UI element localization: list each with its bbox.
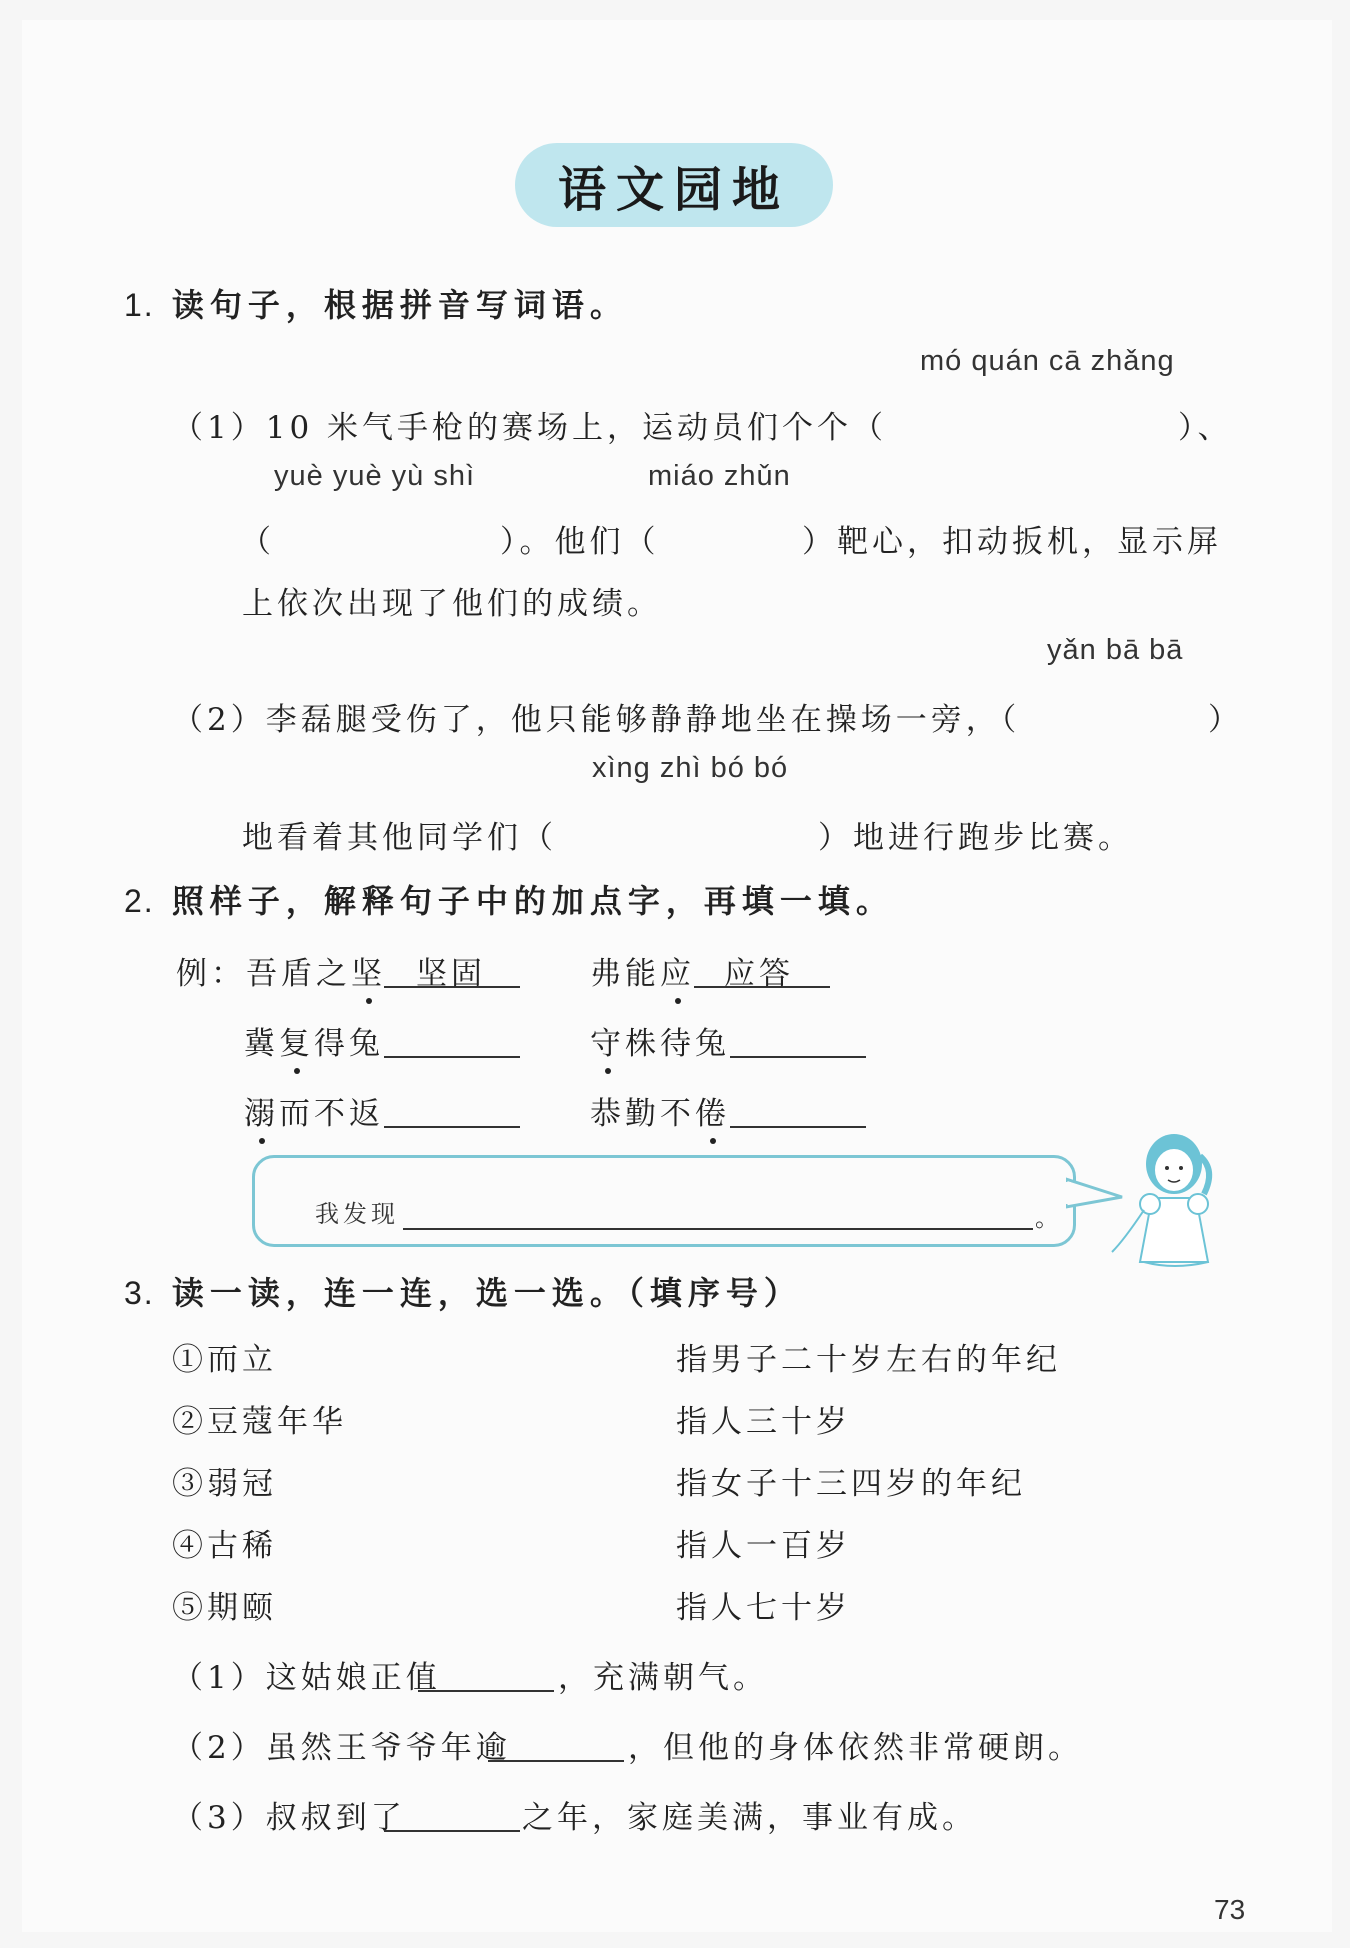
right-def-1[interactable]: 指男子二十岁左右的年纪	[676, 1342, 1061, 1378]
fill-sentence-3-b: 之年，家庭美满，事业有成。	[522, 1800, 977, 1836]
example2-dotted-char: 应	[660, 956, 695, 992]
row1-right-b: 株待兔	[625, 1026, 730, 1062]
q2-heading	[124, 876, 894, 922]
q1-s1-line2-end: ）靶心，扣动扳机，显示屏	[802, 524, 1222, 560]
q1-s1-line1	[172, 402, 887, 447]
row2-right-idiom	[590, 1088, 730, 1133]
right-def-5[interactable]: 指人七十岁	[676, 1590, 851, 1626]
fill-sentence-1-b: ，充满朝气。	[558, 1660, 768, 1696]
example-row-1	[176, 948, 386, 993]
example1-answer: 坚固	[416, 956, 486, 992]
example1-text: 吾盾之	[246, 956, 351, 992]
example2-text: 弗能	[590, 956, 660, 992]
pinyin-xingzhibobo: xìng zhì bó bó	[592, 752, 789, 784]
q1-s2-line1-suffix: ）	[1208, 702, 1243, 738]
row2-left-dotted-char: 溺	[244, 1096, 279, 1132]
fill-blank-3[interactable]	[384, 1830, 520, 1832]
fill-sentence-2-a: （2）虽然王爷爷年逾	[172, 1730, 511, 1766]
row2-left-b: 而不返	[279, 1096, 384, 1132]
page-number: 73	[1214, 1894, 1246, 1925]
row2-right-dotted-char: 倦	[695, 1096, 730, 1132]
row1-left-dotted-char: 复	[279, 1026, 314, 1062]
answer-box-miaozhun[interactable]	[668, 518, 798, 558]
q3-number: 3.	[124, 1275, 155, 1311]
q1-s1-line1-prefix: （1）10 米气手枪的赛场上，运动员们个个（	[172, 410, 888, 446]
row1-left-a: 冀	[244, 1026, 279, 1062]
section-title: 语文园地	[557, 161, 790, 218]
fill-sentence-1-a: （1）这姑娘正值	[172, 1660, 441, 1696]
q1-s2-line2-suffix: ）地进行跑步比赛。	[818, 820, 1133, 856]
left-term-2[interactable]: ②豆蔻年华	[172, 1404, 347, 1440]
example-row-2	[590, 948, 695, 993]
row1-left-b: 得兔	[314, 1026, 384, 1062]
row2-right-answer-line[interactable]	[730, 1126, 866, 1128]
pinyin-yanbaba: yǎn bā bā	[1047, 634, 1184, 666]
right-def-4[interactable]: 指人一百岁	[676, 1528, 851, 1564]
example2-answer: 应答	[724, 956, 794, 992]
answer-box-yanbaba[interactable]	[1036, 696, 1206, 736]
example-label: 例：	[176, 956, 246, 992]
row2-left-answer-line[interactable]	[384, 1126, 520, 1128]
q1-instruction: 读句子，根据拼音写词语。	[171, 286, 628, 324]
q1-s1-line2-mid: ）。他们（	[500, 524, 660, 560]
row2-left-idiom	[244, 1088, 384, 1133]
example1-dotted-char: 坚	[351, 956, 386, 992]
q1-heading	[124, 280, 628, 326]
answer-box-yueyueyushi[interactable]	[282, 518, 500, 558]
row2-right-a: 恭勤不	[590, 1096, 695, 1132]
discovery-label: 我发现	[315, 1200, 399, 1228]
pinyin-yueyueyushi: yuè yuè yù shì	[274, 460, 475, 492]
fill-blank-2[interactable]	[488, 1760, 624, 1762]
q1-number: 1.	[124, 287, 155, 323]
discovery-speech-bubble	[252, 1155, 1076, 1247]
right-def-2[interactable]: 指人三十岁	[676, 1404, 851, 1440]
row1-left-idiom	[244, 1018, 384, 1063]
q1-s2-line1-prefix: （2）李磊腿受伤了，他只能够静静地坐在操场一旁，（	[172, 702, 1021, 738]
row1-right-idiom	[590, 1018, 730, 1063]
section-title-banner	[515, 143, 833, 227]
answer-box-xingzhibobo[interactable]	[578, 814, 814, 854]
q3-heading	[124, 1268, 802, 1314]
q3-instruction: 读一读，连一连，选一选。（填序号）	[171, 1274, 802, 1312]
q1-s2-line2-prefix: 地看着其他同学们（	[242, 820, 557, 856]
left-term-4[interactable]: ④古稀	[172, 1528, 277, 1564]
fill-sentence-3-a: （3）叔叔到了	[172, 1800, 406, 1836]
right-def-3[interactable]: 指女子十三四岁的年纪	[676, 1466, 1026, 1502]
left-term-5[interactable]: ⑤期颐	[172, 1590, 277, 1626]
q2-instruction: 照样子，解释句子中的加点字，再填一填。	[171, 882, 894, 920]
row1-right-answer-line[interactable]	[730, 1056, 866, 1058]
left-term-3[interactable]: ③弱冠	[172, 1466, 277, 1502]
q1-s1-line1-suffix: ）、	[1178, 410, 1233, 446]
q2-number: 2.	[124, 883, 155, 919]
answer-box-moquancazhang[interactable]	[940, 408, 1174, 448]
fill-sentence-2-b: ，但他的身体依然非常硬朗。	[628, 1730, 1083, 1766]
row1-left-answer-line[interactable]	[384, 1056, 520, 1058]
q1-s1-line2-open: （	[240, 524, 275, 560]
discovery-period: 。	[1035, 1204, 1059, 1232]
girl-illustration	[1104, 1130, 1234, 1280]
q1-s1-line3: 上依次出现了他们的成绩。	[242, 586, 662, 622]
discovery-answer-line[interactable]	[403, 1228, 1033, 1230]
row1-right-dotted-char: 守	[590, 1026, 625, 1062]
pinyin-moquancazhang: mó quán cā zhǎng	[920, 345, 1175, 377]
fill-blank-1[interactable]	[418, 1690, 554, 1692]
pinyin-miaozhun: miáo zhǔn	[648, 460, 791, 492]
left-term-1[interactable]: ①而立	[172, 1342, 277, 1378]
